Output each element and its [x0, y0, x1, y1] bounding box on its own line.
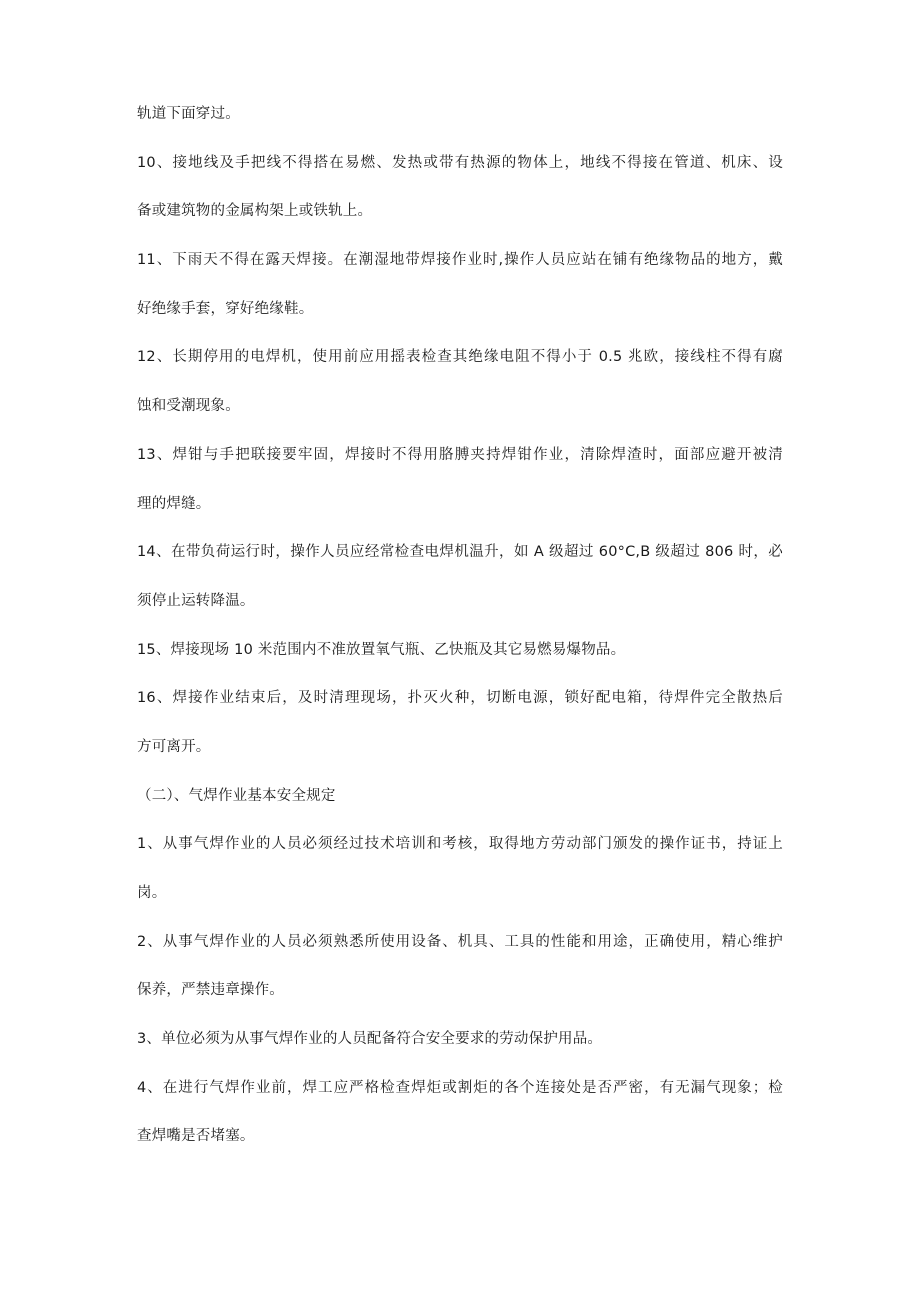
paragraph-q2 — [137, 924, 783, 1021]
text-line: 11、下雨天不得在露天焊接。在潮湿地带焊接作业时,操作人员应站在铺有绝缘物品的地方，戴 — [137, 252, 783, 269]
paragraph-q3 — [137, 1021, 783, 1070]
text-line: 好绝缘手套，穿好绝缘鞋。 — [137, 300, 314, 317]
text-line: 蚀和受潮现象。 — [137, 398, 240, 415]
text-line: 4、在进行气焊作业前，焊工应严格检查焊炬或割炬的各个连接处是否严密，有无漏气现象；检 — [137, 1079, 783, 1096]
paragraph-p15 — [137, 632, 783, 681]
section-heading — [137, 778, 783, 827]
paragraph-p12 — [137, 339, 783, 436]
text-line: 方可离开。 — [137, 738, 211, 755]
text-line: 12、长期停用的电焊机，使用前应用摇表检查其绝缘电阻不得小于 0.5 兆欧，接线柱不得有腐 — [137, 349, 783, 366]
text-line: 2、从事气焊作业的人员必须熟悉所使用设备、机具、工具的性能和用途，正确使用，精心维护 — [137, 933, 783, 950]
text-line: 15、焊接现场 10 米范围内不准放置氧气瓶、乙快瓶及其它易燃易爆物品。 — [137, 641, 626, 658]
text-line: 14、在带负荷运行时，操作人员应经常检查电焊机温升，如 A 级超过 60°C,B 级超过 806 时，必 — [137, 544, 783, 561]
text-line: 备或建筑物的金属构架上或铁轨上。 — [137, 203, 373, 220]
text-line: 3、单位必须为从事气焊作业的人员配备符合安全要求的劳动保护用品。 — [137, 1031, 603, 1048]
paragraph-p11 — [137, 242, 783, 339]
paragraph-q1 — [137, 826, 783, 923]
text-line: （二）、气焊作业基本安全规定 — [137, 787, 336, 804]
paragraph-p16 — [137, 680, 783, 777]
text-line: 保养，严禁违章操作。 — [137, 982, 284, 999]
paragraph-p13 — [137, 437, 783, 534]
paragraph-p14 — [137, 534, 783, 631]
paragraph-q4 — [137, 1070, 783, 1167]
text-line: 岗。 — [137, 885, 167, 901]
text-line: 查焊嘴是否堵塞。 — [137, 1128, 255, 1145]
text-line: 1、从事气焊作业的人员必须经过技术培训和考核，取得地方劳动部门颁发的操作证书，持证上 — [137, 836, 783, 853]
document-body — [137, 96, 783, 1167]
text-line: 轨道下面穿过。 — [137, 106, 240, 122]
paragraph-p9-cont — [137, 96, 783, 145]
text-line: 须停止运转降温。 — [137, 592, 255, 609]
text-line: 理的焊缝。 — [137, 495, 211, 512]
text-line: 16、焊接作业结束后，及时清理现场，扑灭火种，切断电源，锁好配电箱，待焊件完全散热后 — [137, 690, 783, 707]
paragraph-p10 — [137, 145, 783, 242]
text-line: 10、接地线及手把线不得搭在易燃、发热或带有热源的物体上，地线不得接在管道、机床、设 — [137, 154, 783, 171]
text-line: 13、焊钳与手把联接要牢固，焊接时不得用胳膊夹持焊钳作业，清除焊渣时，面部应避开被清 — [137, 446, 783, 463]
